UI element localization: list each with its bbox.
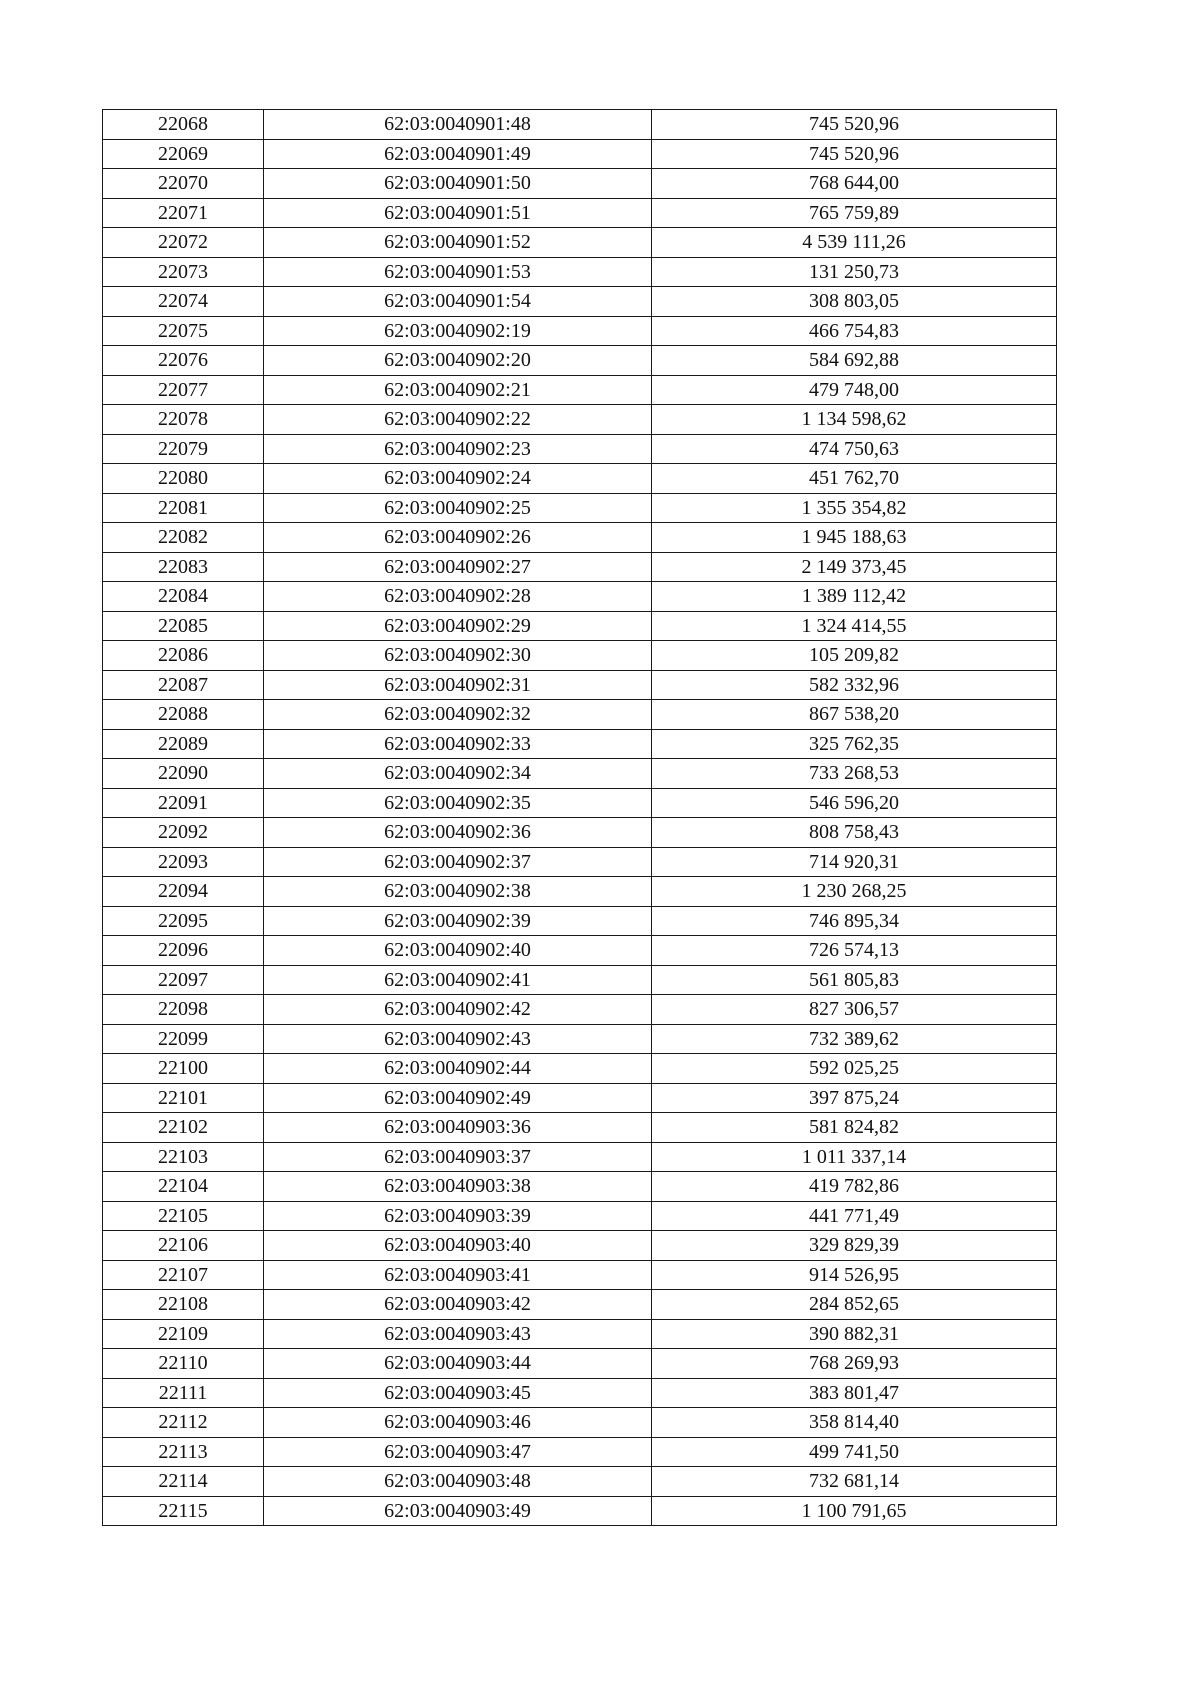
table-row (103, 464, 1057, 494)
cadastral-number-cell: 62:03:0040902:27 (264, 552, 652, 582)
cadastral-value-cell: 397 875,24 (652, 1083, 1057, 1113)
row-number-cell: 22076 (103, 346, 264, 376)
row-number-cell: 22075 (103, 316, 264, 346)
cadastral-number-cell: 62:03:0040902:26 (264, 523, 652, 553)
cadastral-number-cell: 62:03:0040902:31 (264, 670, 652, 700)
table-row (103, 1054, 1057, 1084)
cadastral-number-cell: 62:03:0040903:39 (264, 1201, 652, 1231)
table-row (103, 110, 1057, 140)
table-row (103, 1083, 1057, 1113)
table-row (103, 316, 1057, 346)
table-row (103, 1349, 1057, 1379)
cadastral-value-cell: 325 762,35 (652, 729, 1057, 759)
cadastral-number-cell: 62:03:0040903:41 (264, 1260, 652, 1290)
table-row (103, 582, 1057, 612)
cadastral-number-cell: 62:03:0040902:19 (264, 316, 652, 346)
cadastral-value-cell: 867 538,20 (652, 700, 1057, 730)
row-number-cell: 22085 (103, 611, 264, 641)
cadastral-number-cell: 62:03:0040901:50 (264, 169, 652, 199)
cadastral-number-cell: 62:03:0040902:20 (264, 346, 652, 376)
cadastral-number-cell: 62:03:0040902:36 (264, 818, 652, 848)
cadastral-value-cell: 390 882,31 (652, 1319, 1057, 1349)
cadastral-number-cell: 62:03:0040903:49 (264, 1496, 652, 1526)
cadastral-value-cell: 1 011 337,14 (652, 1142, 1057, 1172)
cadastral-number-cell: 62:03:0040902:49 (264, 1083, 652, 1113)
cadastral-value-cell: 4 539 111,26 (652, 228, 1057, 258)
row-number-cell: 22109 (103, 1319, 264, 1349)
cadastral-value-cell: 479 748,00 (652, 375, 1057, 405)
cadastral-number-cell: 62:03:0040902:38 (264, 877, 652, 907)
cadastral-value-cell: 1 389 112,42 (652, 582, 1057, 612)
row-number-cell: 22083 (103, 552, 264, 582)
cadastral-number-cell: 62:03:0040902:29 (264, 611, 652, 641)
cadastral-value-cell: 733 268,53 (652, 759, 1057, 789)
row-number-cell: 22073 (103, 257, 264, 287)
cadastral-number-cell: 62:03:0040902:40 (264, 936, 652, 966)
cadastral-value-cell: 474 750,63 (652, 434, 1057, 464)
row-number-cell: 22086 (103, 641, 264, 671)
cadastral-value-cell: 466 754,83 (652, 316, 1057, 346)
table-row (103, 169, 1057, 199)
row-number-cell: 22089 (103, 729, 264, 759)
cadastral-value-cell: 827 306,57 (652, 995, 1057, 1025)
cadastral-value-cell: 1 100 791,65 (652, 1496, 1057, 1526)
row-number-cell: 22070 (103, 169, 264, 199)
row-number-cell: 22094 (103, 877, 264, 907)
cadastral-number-cell: 62:03:0040903:46 (264, 1408, 652, 1438)
cadastral-value-cell: 546 596,20 (652, 788, 1057, 818)
table-row (103, 375, 1057, 405)
table-row (103, 611, 1057, 641)
cadastral-value-cell: 732 389,62 (652, 1024, 1057, 1054)
cadastral-value-cell: 561 805,83 (652, 965, 1057, 995)
table-row (103, 493, 1057, 523)
table-row (103, 1467, 1057, 1497)
row-number-cell: 22102 (103, 1113, 264, 1143)
row-number-cell: 22087 (103, 670, 264, 700)
row-number-cell: 22079 (103, 434, 264, 464)
cadastral-value-cell: 592 025,25 (652, 1054, 1057, 1084)
table-row (103, 670, 1057, 700)
cadastral-number-cell: 62:03:0040901:54 (264, 287, 652, 317)
cadastral-number-cell: 62:03:0040901:48 (264, 110, 652, 140)
row-number-cell: 22100 (103, 1054, 264, 1084)
table-row (103, 198, 1057, 228)
row-number-cell: 22088 (103, 700, 264, 730)
table-row (103, 1437, 1057, 1467)
cadastral-number-cell: 62:03:0040902:22 (264, 405, 652, 435)
cadastral-number-cell: 62:03:0040902:30 (264, 641, 652, 671)
row-number-cell: 22069 (103, 139, 264, 169)
table-row (103, 788, 1057, 818)
cadastral-value-cell: 358 814,40 (652, 1408, 1057, 1438)
cadastral-value-cell: 914 526,95 (652, 1260, 1057, 1290)
cadastral-number-cell: 62:03:0040902:28 (264, 582, 652, 612)
table-body (103, 110, 1057, 1526)
cadastral-value-cell: 105 209,82 (652, 641, 1057, 671)
row-number-cell: 22090 (103, 759, 264, 789)
row-number-cell: 22081 (103, 493, 264, 523)
row-number-cell: 22096 (103, 936, 264, 966)
cadastral-number-cell: 62:03:0040903:44 (264, 1349, 652, 1379)
cadastral-number-cell: 62:03:0040902:42 (264, 995, 652, 1025)
row-number-cell: 22077 (103, 375, 264, 405)
cadastral-value-cell: 745 520,96 (652, 139, 1057, 169)
cadastral-number-cell: 62:03:0040902:23 (264, 434, 652, 464)
table-row (103, 906, 1057, 936)
cadastral-number-cell: 62:03:0040903:45 (264, 1378, 652, 1408)
row-number-cell: 22099 (103, 1024, 264, 1054)
cadastral-value-cell: 1 134 598,62 (652, 405, 1057, 435)
row-number-cell: 22072 (103, 228, 264, 258)
row-number-cell: 22103 (103, 1142, 264, 1172)
table-row (103, 1319, 1057, 1349)
row-number-cell: 22115 (103, 1496, 264, 1526)
cadastral-number-cell: 62:03:0040902:41 (264, 965, 652, 995)
table-row (103, 1260, 1057, 1290)
table-row (103, 759, 1057, 789)
cadastral-value-cell: 284 852,65 (652, 1290, 1057, 1320)
row-number-cell: 22112 (103, 1408, 264, 1438)
table-row (103, 523, 1057, 553)
cadastral-number-cell: 62:03:0040902:39 (264, 906, 652, 936)
cadastral-value-cell: 1 355 354,82 (652, 493, 1057, 523)
row-number-cell: 22107 (103, 1260, 264, 1290)
table-row (103, 936, 1057, 966)
cadastral-number-cell: 62:03:0040902:35 (264, 788, 652, 818)
row-number-cell: 22080 (103, 464, 264, 494)
table-row (103, 729, 1057, 759)
row-number-cell: 22068 (103, 110, 264, 140)
row-number-cell: 22106 (103, 1231, 264, 1261)
row-number-cell: 22082 (103, 523, 264, 553)
cadastral-value-cell: 582 332,96 (652, 670, 1057, 700)
row-number-cell: 22108 (103, 1290, 264, 1320)
cadastral-value-cell: 768 644,00 (652, 169, 1057, 199)
cadastral-value-cell: 131 250,73 (652, 257, 1057, 287)
cadastral-number-cell: 62:03:0040903:38 (264, 1172, 652, 1202)
cadastral-value-cell: 714 920,31 (652, 847, 1057, 877)
cadastral-value-cell: 726 574,13 (652, 936, 1057, 966)
row-number-cell: 22110 (103, 1349, 264, 1379)
cadastral-number-cell: 62:03:0040901:52 (264, 228, 652, 258)
row-number-cell: 22095 (103, 906, 264, 936)
cadastral-value-cell: 581 824,82 (652, 1113, 1057, 1143)
table-row (103, 434, 1057, 464)
cadastral-value-cell: 441 771,49 (652, 1201, 1057, 1231)
cadastral-number-cell: 62:03:0040902:24 (264, 464, 652, 494)
table-row (103, 1113, 1057, 1143)
cadastral-number-cell: 62:03:0040902:34 (264, 759, 652, 789)
table-row (103, 1231, 1057, 1261)
table-row (103, 287, 1057, 317)
row-number-cell: 22114 (103, 1467, 264, 1497)
cadastral-number-cell: 62:03:0040901:49 (264, 139, 652, 169)
row-number-cell: 22078 (103, 405, 264, 435)
cadastral-value-cell: 451 762,70 (652, 464, 1057, 494)
row-number-cell: 22071 (103, 198, 264, 228)
table-row (103, 641, 1057, 671)
table-row (103, 257, 1057, 287)
table-row (103, 1142, 1057, 1172)
cadastral-number-cell: 62:03:0040902:43 (264, 1024, 652, 1054)
cadastral-value-cell: 308 803,05 (652, 287, 1057, 317)
table-row (103, 995, 1057, 1025)
row-number-cell: 22091 (103, 788, 264, 818)
table-row (103, 818, 1057, 848)
cadastral-value-cell: 732 681,14 (652, 1467, 1057, 1497)
cadastral-number-cell: 62:03:0040903:48 (264, 1467, 652, 1497)
row-number-cell: 22111 (103, 1378, 264, 1408)
cadastral-value-cell: 499 741,50 (652, 1437, 1057, 1467)
row-number-cell: 22097 (103, 965, 264, 995)
cadastral-number-cell: 62:03:0040903:36 (264, 1113, 652, 1143)
cadastral-value-cell: 1 230 268,25 (652, 877, 1057, 907)
cadastral-value-cell: 2 149 373,45 (652, 552, 1057, 582)
cadastral-value-cell: 768 269,93 (652, 1349, 1057, 1379)
cadastral-value-cell: 765 759,89 (652, 198, 1057, 228)
row-number-cell: 22098 (103, 995, 264, 1025)
cadastral-number-cell: 62:03:0040901:53 (264, 257, 652, 287)
cadastral-value-cell: 808 758,43 (652, 818, 1057, 848)
cadastral-value-cell: 745 520,96 (652, 110, 1057, 140)
table-row (103, 405, 1057, 435)
table-row (103, 1378, 1057, 1408)
row-number-cell: 22104 (103, 1172, 264, 1202)
table-row (103, 1024, 1057, 1054)
table-row (103, 552, 1057, 582)
table-row (103, 1496, 1057, 1526)
table-row (103, 228, 1057, 258)
row-number-cell: 22113 (103, 1437, 264, 1467)
cadastral-number-cell: 62:03:0040902:33 (264, 729, 652, 759)
row-number-cell: 22093 (103, 847, 264, 877)
cadastral-number-cell: 62:03:0040902:25 (264, 493, 652, 523)
cadastral-value-cell: 746 895,34 (652, 906, 1057, 936)
table-row (103, 700, 1057, 730)
row-number-cell: 22074 (103, 287, 264, 317)
row-number-cell: 22084 (103, 582, 264, 612)
cadastral-number-cell: 62:03:0040903:47 (264, 1437, 652, 1467)
cadastral-value-cell: 1 945 188,63 (652, 523, 1057, 553)
table-row (103, 1172, 1057, 1202)
cadastral-value-cell: 584 692,88 (652, 346, 1057, 376)
table-row (103, 877, 1057, 907)
table-row (103, 139, 1057, 169)
row-number-cell: 22092 (103, 818, 264, 848)
table-row (103, 1408, 1057, 1438)
table-row (103, 965, 1057, 995)
cadastral-value-cell: 1 324 414,55 (652, 611, 1057, 641)
cadastral-number-cell: 62:03:0040902:37 (264, 847, 652, 877)
table-row (103, 346, 1057, 376)
cadastral-number-cell: 62:03:0040903:37 (264, 1142, 652, 1172)
cadastral-number-cell: 62:03:0040903:43 (264, 1319, 652, 1349)
cadastral-number-cell: 62:03:0040902:44 (264, 1054, 652, 1084)
table-row (103, 1201, 1057, 1231)
cadastral-number-cell: 62:03:0040902:21 (264, 375, 652, 405)
row-number-cell: 22105 (103, 1201, 264, 1231)
table-row (103, 1290, 1057, 1320)
cadastral-value-cell: 329 829,39 (652, 1231, 1057, 1261)
cadastral-number-cell: 62:03:0040903:42 (264, 1290, 652, 1320)
cadastral-number-cell: 62:03:0040903:40 (264, 1231, 652, 1261)
cadastral-value-cell: 383 801,47 (652, 1378, 1057, 1408)
cadastral-value-cell: 419 782,86 (652, 1172, 1057, 1202)
row-number-cell: 22101 (103, 1083, 264, 1113)
table-row (103, 847, 1057, 877)
cadastral-number-cell: 62:03:0040902:32 (264, 700, 652, 730)
cadastral-value-table (102, 109, 1057, 1526)
cadastral-number-cell: 62:03:0040901:51 (264, 198, 652, 228)
